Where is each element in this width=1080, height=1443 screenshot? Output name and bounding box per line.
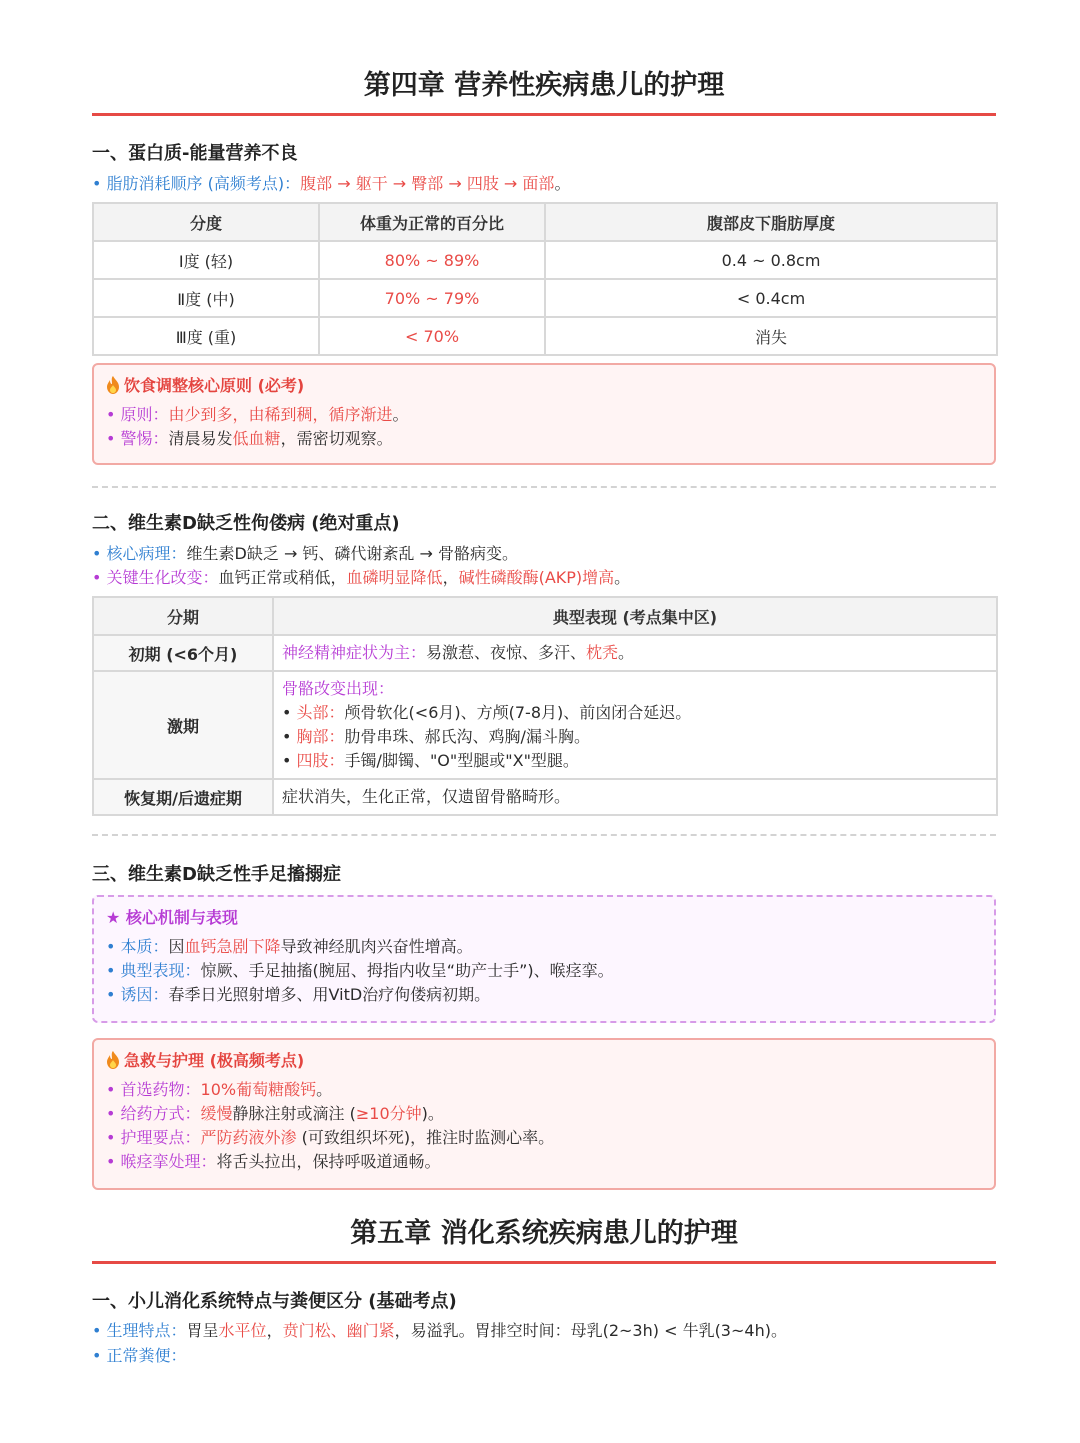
table-header: 典型表现 (考点集中区): [273, 597, 997, 635]
feature-a: 胃呈: [186, 1321, 219, 1340]
pathology-label: • 核心病理：: [92, 544, 187, 563]
chapter-5-title: 第五章 消化系统疾病患儿的护理: [350, 1218, 738, 1249]
route-a: 缓慢: [200, 1104, 233, 1123]
first-aid-line-2: [106, 1102, 982, 1126]
active-line-1: • 头部：颅骨软化(<6月)、方颅(7-8月)、前囟闭合延迟。: [282, 703, 692, 722]
head-text: 颅骨软化(<6月)、方颅(7-8月)、前囟闭合延迟。: [344, 703, 692, 722]
early-label: 神经精神症状为主：: [282, 643, 427, 662]
limb-text: 手镯/脚镯、"O"型腿或"X"型腿。: [344, 751, 579, 770]
malnutrition-table: [92, 202, 998, 356]
principle-end: 。: [392, 405, 409, 424]
biochem-label: • 关键生化改变：: [92, 568, 219, 587]
essence-b: 血钙急剧下降: [184, 937, 281, 956]
route-label: • 给药方式：: [106, 1104, 201, 1123]
chapter-4-title: 第四章 营养性疾病患儿的护理: [363, 70, 725, 101]
limb-label: 四肢：: [296, 751, 345, 770]
care-label: • 护理要点：: [106, 1128, 201, 1147]
early-highlight: 枕秃: [586, 643, 619, 662]
table-header: 分期: [93, 597, 273, 635]
table-header: 分度: [93, 203, 319, 241]
caution-text-b: 低血糖: [232, 429, 281, 448]
biochem-a: 血钙正常或稍低，: [218, 568, 347, 587]
rickets-stage-table: [92, 596, 998, 816]
care-a: 严防药液外渗: [200, 1128, 297, 1147]
section-divider: [92, 834, 996, 836]
feature-d: 贲门松、幽门紧: [282, 1321, 395, 1340]
early-text: 易激惹、夜惊、多汗、: [426, 643, 587, 662]
table-row: [93, 279, 997, 317]
rickets-pathology-line: [92, 542, 996, 566]
table-row: [93, 317, 997, 355]
table-cell: 0.4 ~ 0.8cm: [545, 241, 997, 279]
table-cell: 70% ~ 79%: [319, 279, 545, 317]
chest-text: 肋骨串珠、郝氏沟、鸡胸/漏斗胸。: [344, 727, 590, 746]
table-cell: < 70%: [319, 317, 545, 355]
stage-cell: 激期: [93, 671, 273, 779]
table-row: [93, 671, 997, 779]
stage-cell: 恢复期/后遗症期: [93, 779, 273, 815]
mechanism-box: [92, 895, 996, 1023]
diet-principle-box: [92, 363, 996, 465]
diet-principle-title-row: [106, 373, 982, 399]
first-aid-title: 急救与护理 (极高频考点): [124, 1051, 305, 1070]
fat-order-label: • 脂肪消耗顺序 (高频考点)：: [92, 174, 301, 193]
essence-label: • 本质：: [106, 937, 169, 956]
feature-label: • 生理特点：: [92, 1321, 187, 1340]
route-d: )。: [421, 1104, 444, 1123]
table-row: [93, 779, 997, 815]
caution-text-c: ，需密切观察。: [280, 429, 393, 448]
table-cell: < 0.4cm: [545, 279, 997, 317]
chest-label: 胸部：: [296, 727, 345, 746]
table-header: 体重为正常的百分比: [319, 203, 545, 241]
fat-order-line: [92, 172, 996, 196]
active-line-2: • 胸部：肋骨串珠、郝氏沟、鸡胸/漏斗胸。: [282, 727, 590, 746]
table-row: [93, 241, 997, 279]
drug-label: • 首选药物：: [106, 1080, 201, 1099]
biochem-d: 碱性磷酸酶(AKP)增高: [458, 568, 615, 587]
active-head: 骨骼改变出现：: [282, 679, 395, 698]
principle-text: 由少到多，由稀到稠，循序渐进: [168, 405, 393, 424]
biochem-c: ，: [442, 568, 459, 587]
table-cell: Ⅲ度 (重): [93, 317, 319, 355]
trigger-text: 春季日光照射增多、用VitD治疗佝偻病初期。: [168, 985, 491, 1004]
diet-principle-line-2: [106, 427, 982, 451]
chapter-4-header: [92, 60, 996, 112]
chapter-5-section-1-title: 一、小儿消化系统特点与粪便区分 (基础考点): [92, 1291, 457, 1312]
first-aid-title-row: [106, 1048, 982, 1074]
stage-desc: [273, 635, 997, 671]
table-row: [93, 635, 997, 671]
chapter-5-header: [92, 1208, 996, 1260]
early-end: 。: [618, 643, 635, 662]
chapter-4-rule: [92, 113, 996, 116]
rickets-biochem-line: [92, 566, 996, 590]
symptom-text: 惊厥、手足抽搐(腕屈、拇指内收呈“助产士手”)、喉痉挛。: [200, 961, 614, 980]
fire-icon: [106, 1051, 120, 1069]
first-aid-box: [92, 1038, 996, 1190]
first-aid-line-4: [106, 1150, 982, 1174]
essence-c: 导致神经肌肉兴奋性增高。: [280, 937, 473, 956]
stage-cell: 初期 (<6个月): [93, 635, 273, 671]
fat-order-end: 。: [554, 174, 571, 193]
symptom-label: • 典型表现：: [106, 961, 201, 980]
stage-desc: [273, 671, 997, 779]
active-line-3: • 四肢：手镯/脚镯、"O"型腿或"X"型腿。: [282, 751, 579, 770]
caution-label: • 警惕：: [106, 429, 169, 448]
table-header: 腹部皮下脂肪厚度: [545, 203, 997, 241]
feature-e: ，易溢乳。胃排空时间：母乳(2~3h) < 牛乳(3~4h)。: [394, 1321, 787, 1340]
drug-text: 10%葡萄糖酸钙: [200, 1080, 317, 1099]
caution-text-a: 清晨易发: [168, 429, 233, 448]
essence-a: 因: [168, 937, 185, 956]
spasm-label: • 喉痉挛处理：: [106, 1152, 217, 1171]
table-header-row: [93, 597, 997, 635]
stage-desc: 症状消失，生化正常，仅遗留骨骼畸形。: [273, 779, 997, 815]
biochem-e: 。: [614, 568, 631, 587]
mechanism-line-3: [106, 983, 982, 1007]
fire-icon: [106, 376, 120, 394]
section-2-title: 二、维生素D缺乏性佝偻病 (绝对重点): [92, 513, 400, 534]
fat-order-value: 腹部 → 躯干 → 臀部 → 四肢 → 面部: [300, 174, 555, 193]
principle-label: • 原则：: [106, 405, 169, 424]
first-aid-line-3: [106, 1126, 982, 1150]
mechanism-line-2: [106, 959, 982, 983]
biochem-b: 血磷明显降低: [346, 568, 443, 587]
diet-principle-line-1: [106, 403, 982, 427]
section-3-title: 三、维生素D缺乏性手足搐搦症: [92, 864, 341, 885]
table-header-row: [93, 203, 997, 241]
pathology-text: 维生素D缺乏 → 钙、磷代谢紊乱 → 骨骼病变。: [186, 544, 519, 563]
mechanism-line-1: [106, 935, 982, 959]
table-cell: 消失: [545, 317, 997, 355]
mechanism-title: ★ 核心机制与表现: [106, 908, 238, 927]
first-aid-line-1: [106, 1078, 982, 1102]
chapter-5-rule: [92, 1261, 996, 1264]
normal-stool-line: [92, 1344, 996, 1368]
care-b: (可致组织坏死)，推注时监测心率。: [296, 1128, 555, 1147]
spasm-text: 将舌头拉出，保持呼吸道通畅。: [216, 1152, 441, 1171]
head-label: 头部：: [296, 703, 345, 722]
table-cell: Ⅰ度 (轻): [93, 241, 319, 279]
table-cell: 80% ~ 89%: [319, 241, 545, 279]
drug-end: 。: [316, 1080, 333, 1099]
digestive-feature-line: [92, 1319, 996, 1343]
route-c: ≥10分钟: [355, 1104, 422, 1123]
stool-label: • 正常粪便：: [92, 1346, 187, 1365]
section-1-title: 一、蛋白质-能量营养不良: [92, 143, 298, 164]
route-b: 静脉注射或滴注 (: [232, 1104, 356, 1123]
diet-principle-title: 饮食调整核心原则 (必考): [124, 376, 305, 395]
trigger-label: • 诱因：: [106, 985, 169, 1004]
feature-c: ，: [266, 1321, 283, 1340]
section-divider: [92, 486, 996, 488]
table-cell: Ⅱ度 (中): [93, 279, 319, 317]
feature-b: 水平位: [218, 1321, 267, 1340]
